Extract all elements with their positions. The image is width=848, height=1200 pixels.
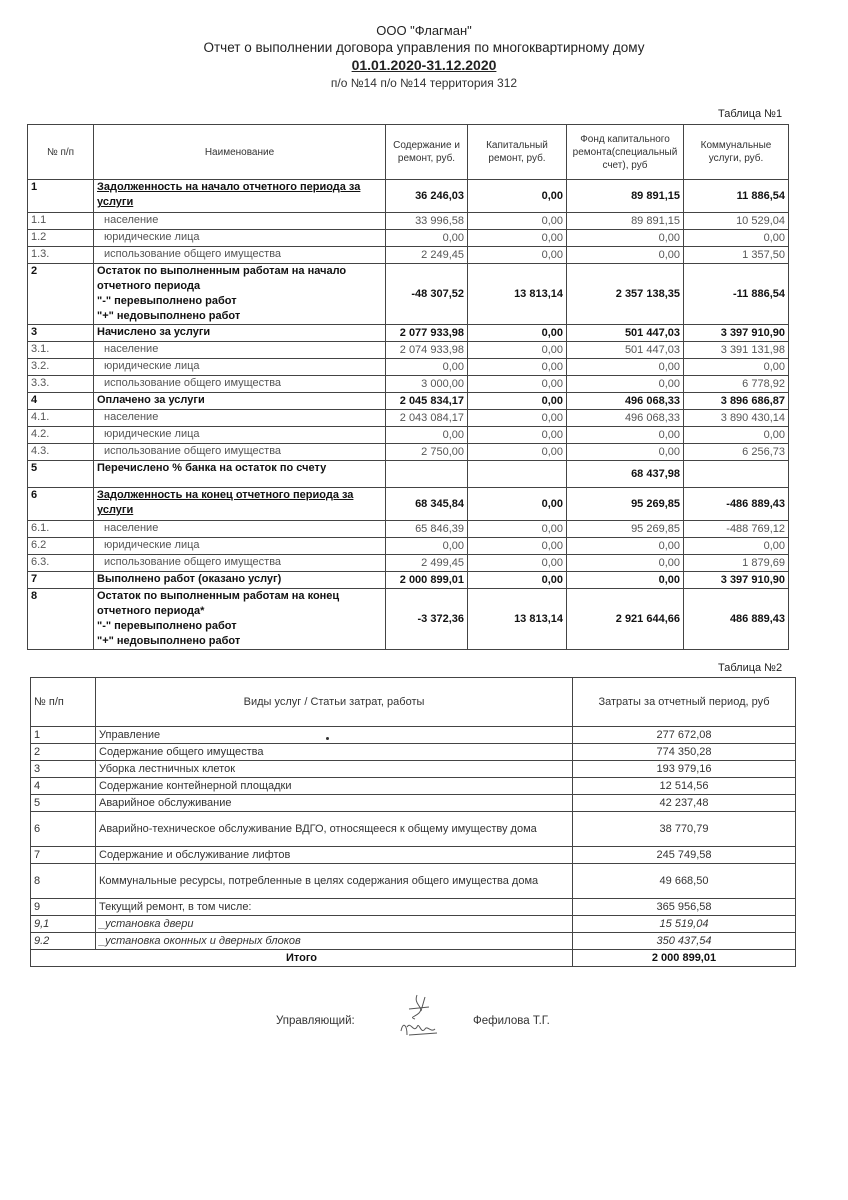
row-name-text: население — [104, 411, 159, 423]
cell-maintenance: 2 000 899,01 — [386, 572, 468, 589]
signatory-name: Фефилова Т.Г. — [473, 1015, 550, 1027]
table-row — [31, 933, 796, 950]
scan-dot — [326, 737, 329, 740]
row-number: 2 — [28, 264, 94, 325]
row-name — [94, 230, 386, 247]
row-number: 6 — [31, 812, 96, 847]
total-label: Итого — [31, 950, 573, 967]
cell-maintenance: 65 846,39 — [386, 521, 468, 538]
row-service: Коммунальные ресурсы, потребленные в целях содержания общего имущества дома — [96, 864, 573, 899]
cell-utilities: -486 889,43 — [684, 488, 789, 521]
cell-maintenance: 0,00 — [386, 359, 468, 376]
cell-utilities: 0,00 — [684, 359, 789, 376]
cell-maintenance: -48 307,52 — [386, 264, 468, 325]
table-row — [31, 795, 796, 812]
company-name: ООО "Флагман" — [376, 23, 472, 38]
cell-maintenance: 0,00 — [386, 538, 468, 555]
table-row — [28, 230, 789, 247]
report-territory: п/о №14 п/о №14 территория 312 — [330, 76, 518, 90]
row-number: 1.1 — [28, 213, 94, 230]
row-name — [94, 521, 386, 538]
cell-maintenance: 2 750,00 — [386, 444, 468, 461]
row-number: 3.3. — [28, 376, 94, 393]
cell-capital-fund: 68 437,98 — [567, 461, 684, 488]
row-number: 3.2. — [28, 359, 94, 376]
cell-utilities: 6 256,73 — [684, 444, 789, 461]
row-name-text: население — [104, 214, 159, 226]
table-row — [28, 376, 789, 393]
row-name — [94, 488, 386, 521]
col-header-capital-repair: Капитальный ремонт, руб. — [468, 125, 567, 180]
cell-maintenance: 3 000,00 — [386, 376, 468, 393]
row-cost: 350 437,54 — [573, 933, 796, 950]
row-name — [94, 572, 386, 589]
table-row — [28, 589, 789, 650]
row-name-text: Начислено за услуги — [97, 326, 211, 338]
row-name-text: юридические лица — [104, 360, 200, 372]
signatory-role: Управляющий: — [276, 1015, 355, 1027]
cell-capital-repair: 0,00 — [468, 325, 567, 342]
row-number: 7 — [31, 847, 96, 864]
col-header-name: Наименование — [94, 125, 386, 180]
row-number: 8 — [28, 589, 94, 650]
cell-capital-fund: 89 891,15 — [567, 213, 684, 230]
row-cost: 15 519,04 — [573, 916, 796, 933]
row-number: 6 — [28, 488, 94, 521]
table-row — [28, 247, 789, 264]
cell-capital-fund: 501 447,03 — [567, 325, 684, 342]
row-service: Текущий ремонт, в том числе: — [96, 899, 573, 916]
signature-icon — [395, 991, 445, 1041]
table2-header-row — [31, 678, 796, 727]
cell-capital-repair: 0,00 — [468, 230, 567, 247]
cell-capital-fund: 95 269,85 — [567, 488, 684, 521]
table-row — [31, 727, 796, 744]
report-header — [0, 22, 848, 92]
cell-maintenance: 0,00 — [386, 230, 468, 247]
row-name — [94, 427, 386, 444]
cell-capital-repair: 0,00 — [468, 376, 567, 393]
row-name — [94, 538, 386, 555]
row-number: 3.1. — [28, 342, 94, 359]
cell-utilities — [684, 461, 789, 488]
cell-capital-fund: 0,00 — [567, 427, 684, 444]
cell-capital-repair: 0,00 — [468, 488, 567, 521]
row-cost: 12 514,56 — [573, 778, 796, 795]
cell-capital-fund: 2 357 138,35 — [567, 264, 684, 325]
cell-capital-fund: 501 447,03 — [567, 342, 684, 359]
cell-maintenance: -3 372,36 — [386, 589, 468, 650]
row-name-text: использование общего имущества — [104, 556, 282, 568]
row-name — [94, 444, 386, 461]
cell-capital-fund: 0,00 — [567, 572, 684, 589]
cell-capital-repair: 0,00 — [468, 359, 567, 376]
table1-header-row — [28, 125, 789, 180]
report-period: 01.01.2020-31.12.2020 — [351, 57, 497, 73]
cell-capital-fund: 2 921 644,66 — [567, 589, 684, 650]
row-number: 6.1. — [28, 521, 94, 538]
table-row — [31, 761, 796, 778]
row-name-text: Перечислено % банка на остаток по счету — [97, 462, 327, 474]
cell-capital-repair: 0,00 — [468, 247, 567, 264]
row-number: 4.3. — [28, 444, 94, 461]
cell-utilities: 3 890 430,14 — [684, 410, 789, 427]
col-header-cost: Затраты за отчетный период, руб — [573, 678, 796, 727]
row-number: 4 — [28, 393, 94, 410]
table-row — [28, 521, 789, 538]
row-name-text: Выполнено работ (оказано услуг) — [97, 573, 282, 585]
cell-capital-fund: 0,00 — [567, 555, 684, 572]
row-cost: 42 237,48 — [573, 795, 796, 812]
table-row — [28, 213, 789, 230]
row-note: "-" перевыполнено работ — [97, 295, 237, 307]
row-number: 9 — [31, 899, 96, 916]
cell-maintenance: 68 345,84 — [386, 488, 468, 521]
cell-maintenance: 2 074 933,98 — [386, 342, 468, 359]
cell-capital-repair: 0,00 — [468, 342, 567, 359]
row-number: 4.1. — [28, 410, 94, 427]
cell-utilities: 3 397 910,90 — [684, 325, 789, 342]
cell-maintenance: 2 045 834,17 — [386, 393, 468, 410]
row-service: _установка оконных и дверных блоков — [96, 933, 573, 950]
row-service: Содержание и обслуживание лифтов — [96, 847, 573, 864]
cell-maintenance: 2 077 933,98 — [386, 325, 468, 342]
table-row — [28, 325, 789, 342]
cell-utilities: 1 357,50 — [684, 247, 789, 264]
cell-capital-repair: 0,00 — [468, 180, 567, 213]
row-number: 3 — [31, 761, 96, 778]
cell-utilities: 3 391 131,98 — [684, 342, 789, 359]
cell-capital-fund: 0,00 — [567, 230, 684, 247]
row-cost: 774 350,28 — [573, 744, 796, 761]
cell-utilities: -11 886,54 — [684, 264, 789, 325]
total-value: 2 000 899,01 — [573, 950, 796, 967]
row-service: Содержание общего имущества — [96, 744, 573, 761]
cell-capital-repair — [468, 461, 567, 488]
row-note: "-" перевыполнено работ — [97, 620, 237, 632]
row-service: Аварийно-техническое обслуживание ВДГО, относящееся к общему имуществу дома — [96, 812, 573, 847]
cell-utilities: 11 886,54 — [684, 180, 789, 213]
row-name — [94, 325, 386, 342]
cell-utilities: 0,00 — [684, 538, 789, 555]
cell-utilities: 486 889,43 — [684, 589, 789, 650]
row-number: 7 — [28, 572, 94, 589]
row-name — [94, 359, 386, 376]
row-name-text: Остаток по выполненным работам на конец отчетного периода* — [97, 590, 340, 617]
row-number: 1 — [28, 180, 94, 213]
row-name-text: Задолженность на конец отчетного периода за услуги — [97, 489, 354, 516]
cell-capital-fund: 0,00 — [567, 247, 684, 264]
col-header-maintenance: Содержание и ремонт, руб. — [386, 125, 468, 180]
row-number: 6.3. — [28, 555, 94, 572]
row-name-text: Остаток по выполненным работам на начало отчетного периода — [97, 265, 347, 292]
cell-capital-fund: 496 068,33 — [567, 410, 684, 427]
cell-capital-repair: 13 813,14 — [468, 589, 567, 650]
row-name-text: население — [104, 343, 159, 355]
table-row — [28, 359, 789, 376]
row-number: 4.2. — [28, 427, 94, 444]
table-row — [28, 342, 789, 359]
row-number: 9,1 — [31, 916, 96, 933]
row-name — [94, 461, 386, 488]
row-name — [94, 342, 386, 359]
cell-capital-repair: 0,00 — [468, 444, 567, 461]
row-name-text: использование общего имущества — [104, 377, 282, 389]
table-row — [28, 410, 789, 427]
row-number: 1 — [31, 727, 96, 744]
table-row — [31, 899, 796, 916]
cell-utilities: 6 778,92 — [684, 376, 789, 393]
cell-utilities: 3 397 910,90 — [684, 572, 789, 589]
row-service: Аварийное обслуживание — [96, 795, 573, 812]
cell-capital-repair: 0,00 — [468, 572, 567, 589]
cell-utilities: 0,00 — [684, 230, 789, 247]
total-row — [31, 950, 796, 967]
row-number: 1.3. — [28, 247, 94, 264]
cell-utilities: 10 529,04 — [684, 213, 789, 230]
row-service: Управление — [96, 727, 573, 744]
cell-capital-repair: 0,00 — [468, 521, 567, 538]
table-row — [28, 538, 789, 555]
table1-label: Таблица №1 — [718, 108, 783, 120]
row-number: 5 — [28, 461, 94, 488]
row-number: 4 — [31, 778, 96, 795]
col-header-service: Виды услуг / Статьи затрат, работы — [96, 678, 573, 727]
cell-maintenance: 33 996,58 — [386, 213, 468, 230]
row-name-text: юридические лица — [104, 231, 200, 243]
cell-capital-repair: 13 813,14 — [468, 264, 567, 325]
cell-capital-fund: 0,00 — [567, 376, 684, 393]
row-name — [94, 555, 386, 572]
cell-capital-repair: 0,00 — [468, 410, 567, 427]
table-row — [28, 555, 789, 572]
row-name — [94, 180, 386, 213]
table2-label: Таблица №2 — [718, 662, 783, 674]
cell-capital-repair: 0,00 — [468, 393, 567, 410]
cell-utilities: 3 896 686,87 — [684, 393, 789, 410]
table-row — [28, 572, 789, 589]
col-header-capital-fund: Фонд капитального ремонта(специальный счет), руб — [567, 125, 684, 180]
cell-maintenance — [386, 461, 468, 488]
table-row — [31, 812, 796, 847]
table-1 — [27, 124, 789, 650]
table-row — [31, 847, 796, 864]
row-service: Содержание контейнерной площадки — [96, 778, 573, 795]
row-number: 2 — [31, 744, 96, 761]
row-cost: 277 672,08 — [573, 727, 796, 744]
cell-maintenance: 2 499,45 — [386, 555, 468, 572]
row-name — [94, 393, 386, 410]
col-header-number: № п/п — [31, 678, 96, 727]
cell-capital-fund: 0,00 — [567, 359, 684, 376]
row-number: 5 — [31, 795, 96, 812]
table-row — [31, 778, 796, 795]
cell-capital-fund: 0,00 — [567, 444, 684, 461]
cell-utilities: 0,00 — [684, 427, 789, 444]
cell-capital-repair: 0,00 — [468, 213, 567, 230]
cell-capital-repair: 0,00 — [468, 538, 567, 555]
table-row — [28, 444, 789, 461]
cell-capital-repair: 0,00 — [468, 555, 567, 572]
row-name-text: юридические лица — [104, 428, 200, 440]
row-number: 1.2 — [28, 230, 94, 247]
row-service: Уборка лестничных клеток — [96, 761, 573, 778]
cell-capital-fund: 496 068,33 — [567, 393, 684, 410]
cell-capital-fund: 89 891,15 — [567, 180, 684, 213]
cell-maintenance: 36 246,03 — [386, 180, 468, 213]
row-note: "+" недовыполнено работ — [97, 310, 241, 322]
row-name — [94, 213, 386, 230]
table-row — [28, 488, 789, 521]
table-row — [28, 264, 789, 325]
row-name — [94, 589, 386, 650]
row-number: 6.2 — [28, 538, 94, 555]
row-cost: 49 668,50 — [573, 864, 796, 899]
row-name — [94, 264, 386, 325]
report-title: Отчет о выполнении договора управления по многоквартирному дому — [203, 40, 645, 55]
cell-maintenance: 0,00 — [386, 427, 468, 444]
row-name-text: использование общего имущества — [104, 445, 282, 457]
row-name-text: юридические лица — [104, 539, 200, 551]
cell-utilities: -488 769,12 — [684, 521, 789, 538]
row-number: 9.2 — [31, 933, 96, 950]
row-name-text: Оплачено за услуги — [97, 394, 205, 406]
cell-capital-fund: 95 269,85 — [567, 521, 684, 538]
row-name-text: Задолженность на начало отчетного периода за услуги — [97, 181, 361, 208]
row-name — [94, 247, 386, 264]
cell-utilities: 1 879,69 — [684, 555, 789, 572]
row-number: 8 — [31, 864, 96, 899]
row-cost: 38 770,79 — [573, 812, 796, 847]
cell-capital-fund: 0,00 — [567, 538, 684, 555]
table-row — [28, 180, 789, 213]
table-2 — [30, 677, 796, 967]
col-header-number: № п/п — [28, 125, 94, 180]
row-name-text: использование общего имущества — [104, 248, 282, 260]
row-cost: 245 749,58 — [573, 847, 796, 864]
table-row — [31, 864, 796, 899]
table-row — [31, 916, 796, 933]
row-note: "+" недовыполнено работ — [97, 635, 241, 647]
row-number: 3 — [28, 325, 94, 342]
table-row — [28, 393, 789, 410]
row-cost: 365 956,58 — [573, 899, 796, 916]
cell-capital-repair: 0,00 — [468, 427, 567, 444]
table-row — [31, 744, 796, 761]
cell-maintenance: 2 043 084,17 — [386, 410, 468, 427]
col-header-utilities: Коммунальные услуги, руб. — [684, 125, 789, 180]
row-service: _установка двери — [96, 916, 573, 933]
cell-maintenance: 2 249,45 — [386, 247, 468, 264]
table-row — [28, 461, 789, 488]
signature-block — [0, 1013, 848, 1043]
table-row — [28, 427, 789, 444]
row-name-text: население — [104, 522, 159, 534]
row-cost: 193 979,16 — [573, 761, 796, 778]
row-name — [94, 410, 386, 427]
row-name — [94, 376, 386, 393]
